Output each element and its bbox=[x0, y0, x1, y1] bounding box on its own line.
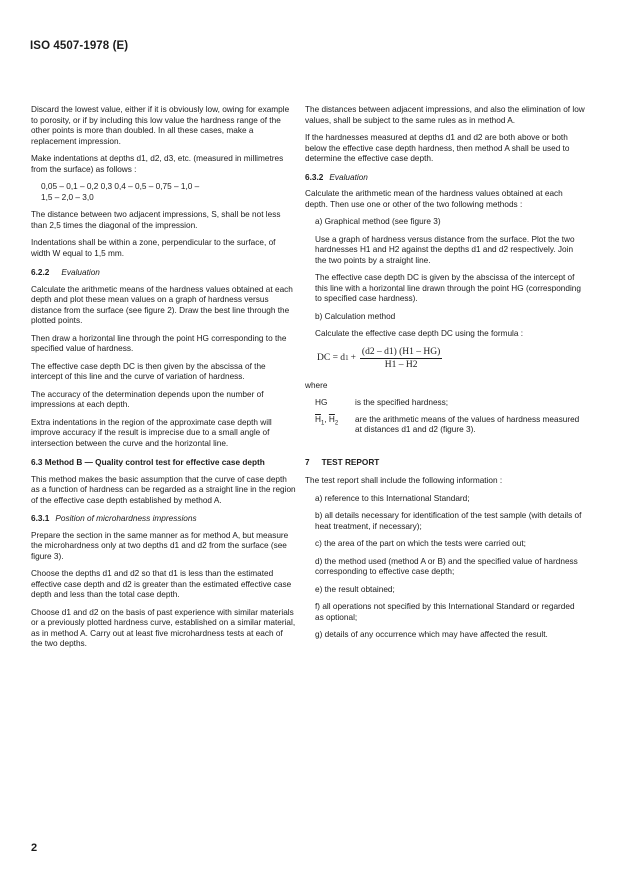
paragraph: Extra indentations in the region of the approximate case depth will improve accuracy if the result is imprecise due to a small angle of intersection between the curve and the horizontal line. bbox=[31, 417, 272, 448]
list-item: b) all details necessary for identification of the test sample (with details of heat treatment, if necessary); bbox=[315, 511, 582, 531]
h-symbols: $\overline{H}_1$, $\overline{H}_2$ bbox=[315, 414, 339, 427]
paragraph: Calculate the effective case depth DC using the formula : bbox=[315, 329, 524, 338]
paragraph: Choose the depths d1 and d2 so that d1 is less than the estimated effective case depth and d2 is greater than the estimated effective case depth and less than the total case depth. bbox=[31, 569, 292, 599]
right-column bbox=[305, 105, 585, 648]
left-column bbox=[31, 105, 296, 657]
section-heading-6-3-2: 6.3.2 Evaluation bbox=[305, 172, 368, 182]
paragraph: The effective case depth DC is given by the abscissa of the intercept of this line with a horizontal line drawn through the point HG (corresponding to specified case hardness). bbox=[315, 273, 581, 303]
document-header: ISO 4507-1978 (E) bbox=[30, 40, 129, 52]
hg-symbol: HG bbox=[315, 398, 328, 407]
paragraph: Calculate the arithmetic means of the hardness values obtained at each depth and plot these mean values on a graph of hardness versus distance from the surface (see figure 2). Draw the best line through the plotted points. bbox=[31, 284, 293, 325]
paragraph: Make indentations at depths d1, d2, d3, etc. (measured in millimetres from the surface) as follows : bbox=[31, 154, 284, 174]
section-heading-6-3: 6.3 Method B — Quality control test for effective case depth bbox=[31, 458, 265, 467]
paragraph: The distances between adjacent impressions, and also the elimination of low values, shall be subject to the same rules as in method A. bbox=[305, 105, 585, 125]
where-h-row bbox=[315, 415, 585, 436]
paragraph: Then draw a horizontal line through the point HG corresponding to the specified value of hardness. bbox=[31, 333, 287, 353]
where-label: where bbox=[305, 380, 328, 390]
formula-lhs: DC = d bbox=[317, 353, 346, 364]
hg-definition: is the specified hardness; bbox=[355, 398, 449, 407]
page-number: 2 bbox=[31, 842, 38, 854]
method-b-label: b) Calculation method bbox=[315, 311, 396, 321]
list-item: e) the result obtained; bbox=[315, 584, 395, 594]
list-item: c) the area of the part on which the tests were carried out; bbox=[315, 539, 526, 548]
paragraph: Prepare the section in the same manner as for method A, but measure the microhardness only at two depths d1 and d2 from the surface (see figure 3). bbox=[31, 530, 289, 561]
list-item: f) all operations not specified by this International Standard or regarded as optional; bbox=[315, 602, 575, 622]
paragraph: Discard the lowest value, either if it is obviously low, owing for example to porosity, or if by including this low value the hardness range of the other points is more than doubled. In all these cases, make a replacement impression. bbox=[31, 105, 290, 146]
section-heading-6-2-2: 6.2.2 Evaluation bbox=[31, 268, 100, 277]
where-hg-row bbox=[315, 398, 585, 409]
list-item: d) the method used (method A or B) and the specified value of hardness corresponding to effective case depth; bbox=[315, 556, 578, 576]
paragraph: Choose d1 and d2 on the basis of past experience with similar materials or a previously plotted hardness curve, established on a similar material, as in method A. Carry out at least five microhardness tests at each of the two depths. bbox=[31, 607, 296, 648]
paragraph: The distance between two adjacent impressions, S, shall be not less than 2,5 times the diagonal of the impression. bbox=[31, 210, 281, 230]
paragraph: This method makes the basic assumption that the curve of case depth as a function of hardness can be regarded as a straight line in the region of the effective case depth established by method A. bbox=[31, 474, 296, 505]
depth-sequence: 0,05 – 0,1 – 0,2 0,3 0,4 – 0,5 – 0,75 – 1,0 – 1,5 – 2,0 – 3,0 bbox=[41, 182, 200, 202]
section-heading-6-3-1: 6.3.1 Position of microhardness impressions bbox=[31, 514, 197, 523]
list-item: a) reference to this International Standard; bbox=[315, 493, 470, 503]
paragraph: The accuracy of the determination depends upon the number of impressions at each depth. bbox=[31, 389, 264, 409]
formula-fraction bbox=[360, 347, 442, 371]
paragraph: Calculate the arithmetic mean of the hardness values obtained at each depth. Then use one or other of the two following methods : bbox=[305, 189, 563, 209]
paragraph: If the hardnesses measured at depths d1 and d2 are both above or both below the effective case depth hardness, then method A shall be used to determine the effective case depth. bbox=[305, 133, 570, 163]
method-a-label: a) Graphical method (see figure 3) bbox=[315, 217, 441, 226]
formula-numerator: (d2 – d1) (H1 – HG) bbox=[360, 347, 442, 360]
h-definition: are the arithmetic means of the values of hardness measured at distances d1 and d2 (figure 3). bbox=[355, 414, 580, 434]
case-depth-formula: DC = d 1 + $\frac{(d2 - d1) (H1 - HG)}{H1 - H2}$ bbox=[317, 346, 441, 370]
formula-denominator: H1 – H2 bbox=[384, 360, 418, 370]
list-item: g) details of any occurrence which may have affected the result. bbox=[315, 630, 548, 639]
paragraph: Indentations shall be within a zone, perpendicular to the surface, of width W equal to 1,5 mm. bbox=[31, 238, 276, 258]
paragraph: The effective case depth DC is then given by the abscissa of the intercept of this line and the curve of variation of hardness. bbox=[31, 361, 266, 381]
paragraph: Use a graph of hardness versus distance from the surface. Plot the two hardnesses H1 and H2 against the depths d1 and d2 respectively. Join the two points by a straight line. bbox=[315, 234, 575, 265]
section-heading-7: 7 TEST REPORT bbox=[305, 457, 380, 467]
paragraph: The test report shall include the following information : bbox=[305, 476, 503, 485]
